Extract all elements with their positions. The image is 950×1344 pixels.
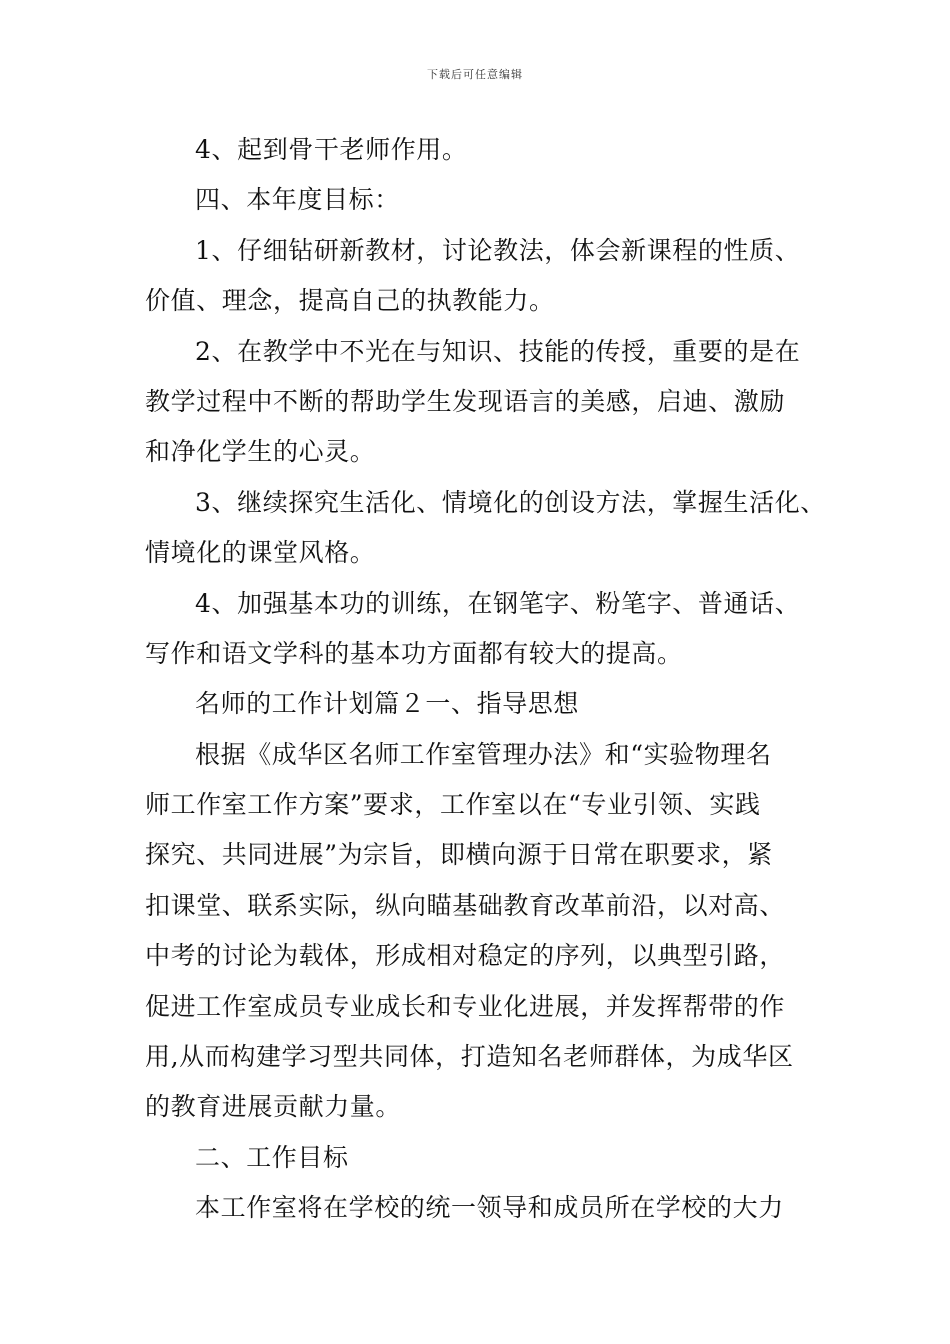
page-header-note: 下载后可任意编辑	[427, 68, 523, 81]
text-line: 情境化的课堂风格。	[145, 538, 376, 568]
document-body	[145, 125, 825, 1234]
text-line: 的教育进展贡献力量。	[145, 1092, 402, 1122]
text-line: 1、仔细钻研新教材，讨论教法，体会新课程的性质、	[195, 235, 801, 265]
text-line: 3、继续探究生活化、情境化的创设方法，掌握生活化、	[195, 487, 826, 517]
text-line: 促进工作室成员专业成长和专业化进展，并发挥帮带的作	[145, 991, 786, 1021]
section-heading: 二、工作目标	[195, 1142, 349, 1172]
text-line: 2、在教学中不光在与知识、技能的传授，重要的是在	[195, 336, 801, 366]
text-line: 探究、共同进展”为宗旨，即横向源于日常在职要求，紧	[145, 840, 773, 870]
text-line: 根据《成华区名师工作室管理办法》和“实验物理名	[195, 739, 772, 769]
text-line: 用,从而构建学习型共同体，打造知名老师群体，为成华区	[145, 1042, 794, 1072]
text-line: 价值、理念，提高自己的执教能力。	[145, 286, 555, 316]
text-line: 扣课堂、联系实际，纵向瞄基础教育改革前沿，以对高、	[145, 890, 786, 920]
text-line: 教学过程中不断的帮助学生发现语言的美感，启迪、激励	[145, 386, 786, 416]
section-heading: 名师的工作计划篇２一、指导思想	[195, 689, 580, 719]
text-line: 4、加强基本功的训练，在钢笔字、粉笔字、普通话、	[195, 588, 801, 618]
section-heading: 四、本年度目标：	[195, 185, 400, 215]
text-line: 写作和语文学科的基本功方面都有较大的提高。	[145, 638, 683, 668]
text-line: 师工作室工作方案”要求，工作室以在“专业引领、实践	[145, 790, 761, 820]
text-line: 和净化学生的心灵。	[145, 437, 376, 467]
text-line: 本工作室将在学校的统一领导和成员所在学校的大力	[195, 1193, 784, 1223]
text-line: 4、起到骨干老师作用。	[195, 135, 468, 164]
text-line: 中考的讨论为载体，形成相对稳定的序列，以典型引路，	[145, 941, 786, 971]
